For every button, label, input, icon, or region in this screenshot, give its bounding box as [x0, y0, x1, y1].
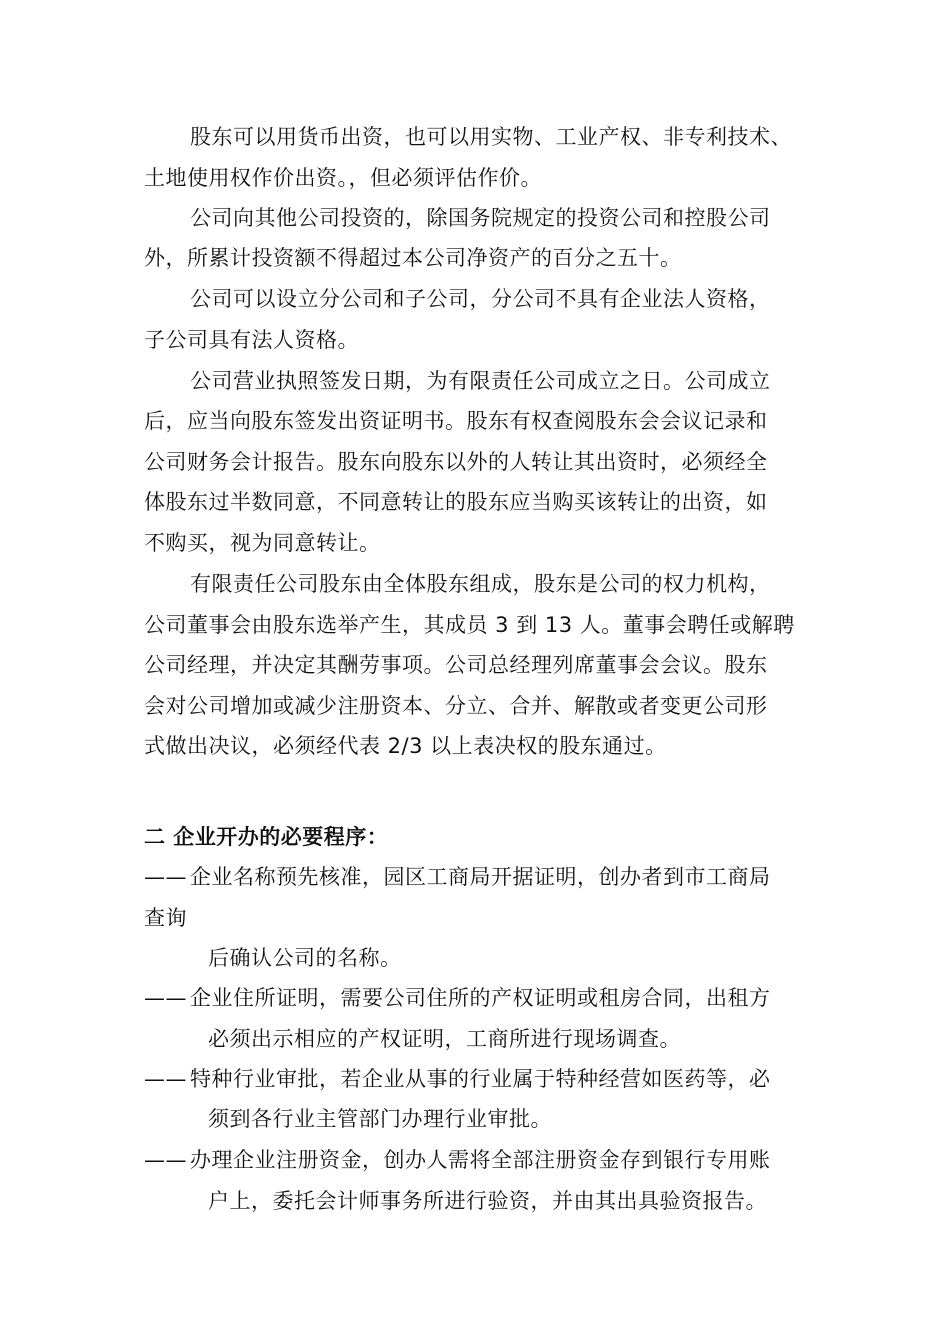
item-text: 特种行业审批，若企业从事的行业属于特种经营如医药等，必: [190, 1067, 771, 1091]
section-2-item-4-line-2: 户上，委托会计师事务所进行验资，并由其出具验资报告。: [208, 1189, 767, 1213]
paragraph-5-line-2: 公司董事会由股东选举产生，其成员 3 到 13 人。董事会聘任或解聘: [144, 613, 795, 637]
section-2-item-1-line-3: 后确认公司的名称。: [208, 946, 402, 970]
section-2-item-2-line-2: 必须出示相应的产权证明，工商所进行现场调查。: [208, 1027, 681, 1051]
section-2-item-1-line-1: [144, 862, 771, 892]
item-dash: ——: [144, 986, 187, 1010]
paragraph-5-line-3: 公司经理，并决定其酬劳事项。公司总经理列席董事会会议。股东: [144, 653, 768, 677]
paragraph-4-line-2: 后，应当向股东签发出资证明书。股东有权查阅股东会会议记录和: [144, 409, 768, 433]
section-2-item-4-line-1: [144, 1145, 771, 1175]
item-text: 企业住所证明，需要公司住所的产权证明或租房合同，出租方: [190, 986, 771, 1010]
paragraph-1-line-2: 土地使用权作价出资。，但必须评估作价。: [144, 166, 542, 190]
paragraph-5-line-5: 式做出决议，必须经代表 2/3 以上表决权的股东通过。: [144, 734, 667, 758]
paragraph-5-line-1: 有限责任公司股东由全体股东组成，股东是公司的权力机构，: [190, 572, 771, 596]
item-dash: ——: [144, 865, 187, 889]
section-2-heading: 二 企业开办的必要程序：: [144, 825, 389, 849]
paragraph-2-line-2: 外，所累计投资额不得超过本公司净资产的百分之五十。: [144, 246, 682, 270]
item-text: 企业名称预先核准，园区工商局开据证明，创办者到市工商局: [190, 865, 771, 889]
paragraph-4-line-1: 公司营业执照签发日期，为有限责任公司成立之日。公司成立: [190, 369, 771, 393]
paragraph-4-line-3: 公司财务会计报告。股东向股东以外的人转让其出资时，必须经全: [144, 450, 768, 474]
section-2-item-3-line-2: 须到各行业主管部门办理行业审批。: [208, 1107, 552, 1131]
paragraph-3-line-1: 公司可以设立分公司和子公司，分公司不具有企业法人资格，: [190, 287, 771, 311]
paragraph-5-line-4: 会对公司增加或减少注册资本、分立、合并、解散或者变更公司形: [144, 694, 768, 718]
paragraph-4-line-4: 体股东过半数同意，不同意转让的股东应当购买该转让的出资，如: [144, 490, 768, 514]
item-dash: ——: [144, 1148, 187, 1172]
section-2-item-2-line-1: [144, 983, 771, 1013]
paragraph-2-line-1: 公司向其他公司投资的，除国务院规定的投资公司和控股公司: [190, 206, 771, 230]
paragraph-4-line-5: 不购买，视为同意转让。: [144, 531, 381, 555]
section-2-item-3-line-1: [144, 1064, 771, 1094]
item-text: 办理企业注册资金，创办人需将全部注册资金存到银行专用账: [190, 1148, 771, 1172]
item-dash: ——: [144, 1067, 187, 1091]
paragraph-1-line-1: 股东可以用货币出资，也可以用实物、工业产权、非专利技术、: [190, 125, 792, 149]
section-2-item-1-line-2: 查询: [144, 906, 187, 930]
paragraph-3-line-2: 子公司具有法人资格。: [144, 328, 359, 352]
